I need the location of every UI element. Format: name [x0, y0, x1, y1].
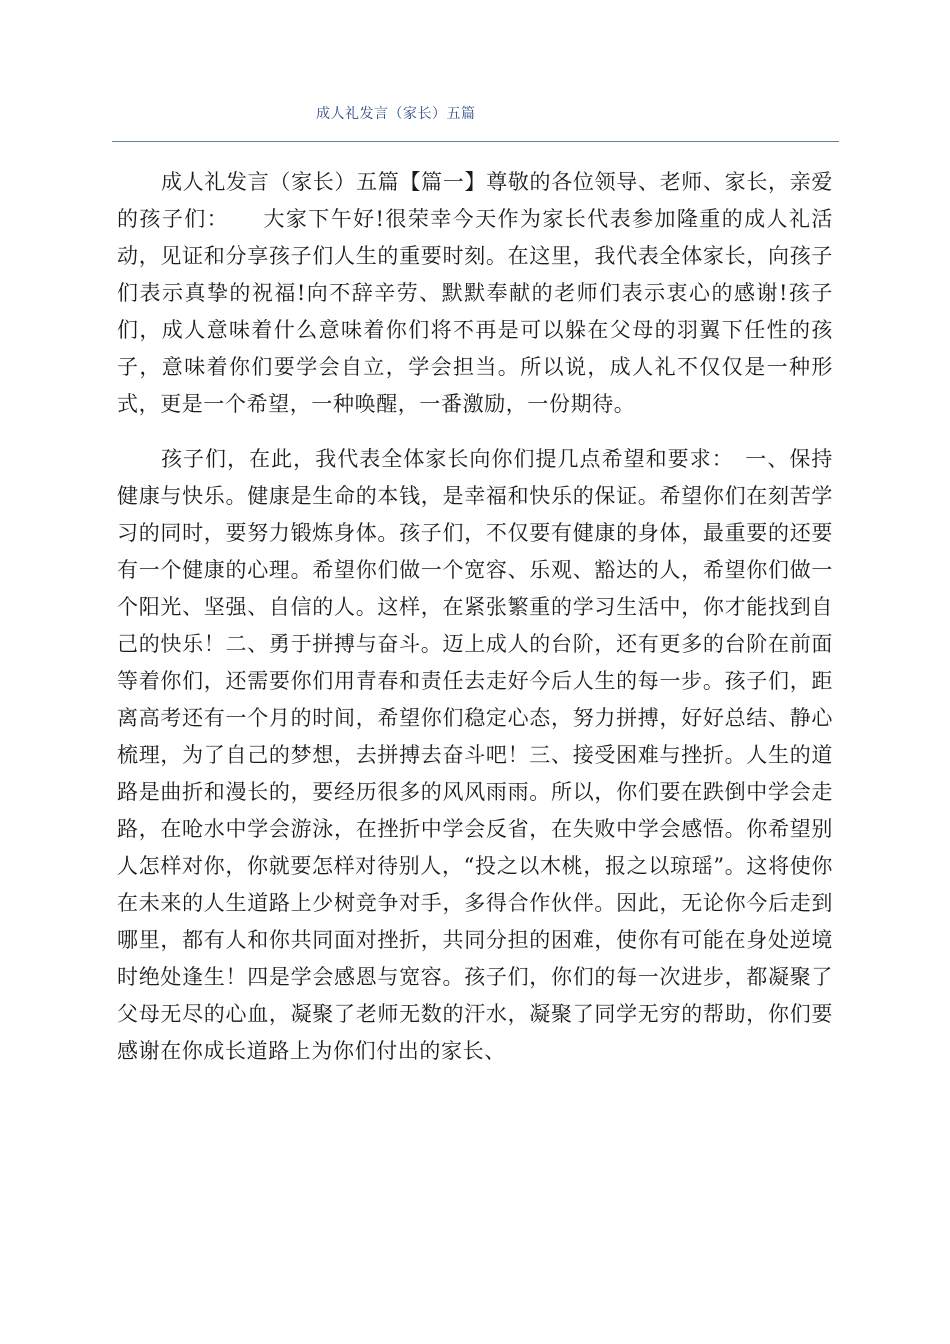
header-divider [112, 141, 839, 142]
paragraph-1: 成人礼发言（家长）五篇【篇一】尊敬的各位领导、老师、家长，亲爱的孩子们： 大家下午好!很荣幸今天作为家长代表参加隆重的成人礼活动，见证和分享孩子们人生的重要时刻。在这里，我代表全体家长，向孩子们表示真挚的祝福!向不辞辛劳、默默奉献的老师们表示衷心的感谢!孩子们，成人意味着什么意味着你们将不再是可以躲在父母的羽翼下任性的孩子，意味着你们要学会自立，学会担当。所以说，成人礼不仅仅是一种形式，更是一个希望，一种唤醒，一番激励，一份期待。 [117, 170, 833, 416]
document-body [117, 164, 833, 1070]
page-header-title: 成人礼发言（家长）五篇 [316, 106, 476, 122]
paragraph-2: 孩子们，在此，我代表全体家长向你们提几点希望和要求： 一、保持健康与快乐。健康是生命的本钱，是幸福和快乐的保证。希望你们在刻苦学习的同时，要努力锻炼身体。孩子们，不仅要有健康的身体，最重要的还要有一个健康的心理。希望你们做一个宽容、乐观、豁达的人，希望你们做一个阳光、坚强、自信的人。这样，在紧张繁重的学习生活中，你才能找到自己的快乐！二、勇于拼搏与奋斗。迈上成人的台阶，还有更多的台阶在前面等着你们，还需要你们用青春和责任去走好今后人生的每一步。孩子们，距离高考还有一个月的时间，希望你们稳定心态，努力拼搏，好好总结、静心梳理，为了自己的梦想，去拼搏去奋斗吧！三、接受困难与挫折。人生的道路是曲折和漫长的，要经历很多的风风雨雨。所以，你们要在跌倒中学会走路，在呛水中学会游泳，在挫折中学会反省，在失败中学会感悟。你希望别人怎样对你，你就要怎样对待别人，“投之以木桃，报之以琼瑶”。这将使你在未来的人生道路上少树竞争对手，多得合作伙伴。因此，无论你今后走到哪里，都有人和你共同面对挫折，共同分担的困难，使你有可能在身处逆境时绝处逢生！四是学会感恩与宽容。孩子们，你们的每一次进步，都凝聚了父母无尽的心血，凝聚了老师无数的汗水，凝聚了同学无穷的帮助，你们要感谢在你成长道路上为你们付出的家长、 [117, 447, 833, 1063]
